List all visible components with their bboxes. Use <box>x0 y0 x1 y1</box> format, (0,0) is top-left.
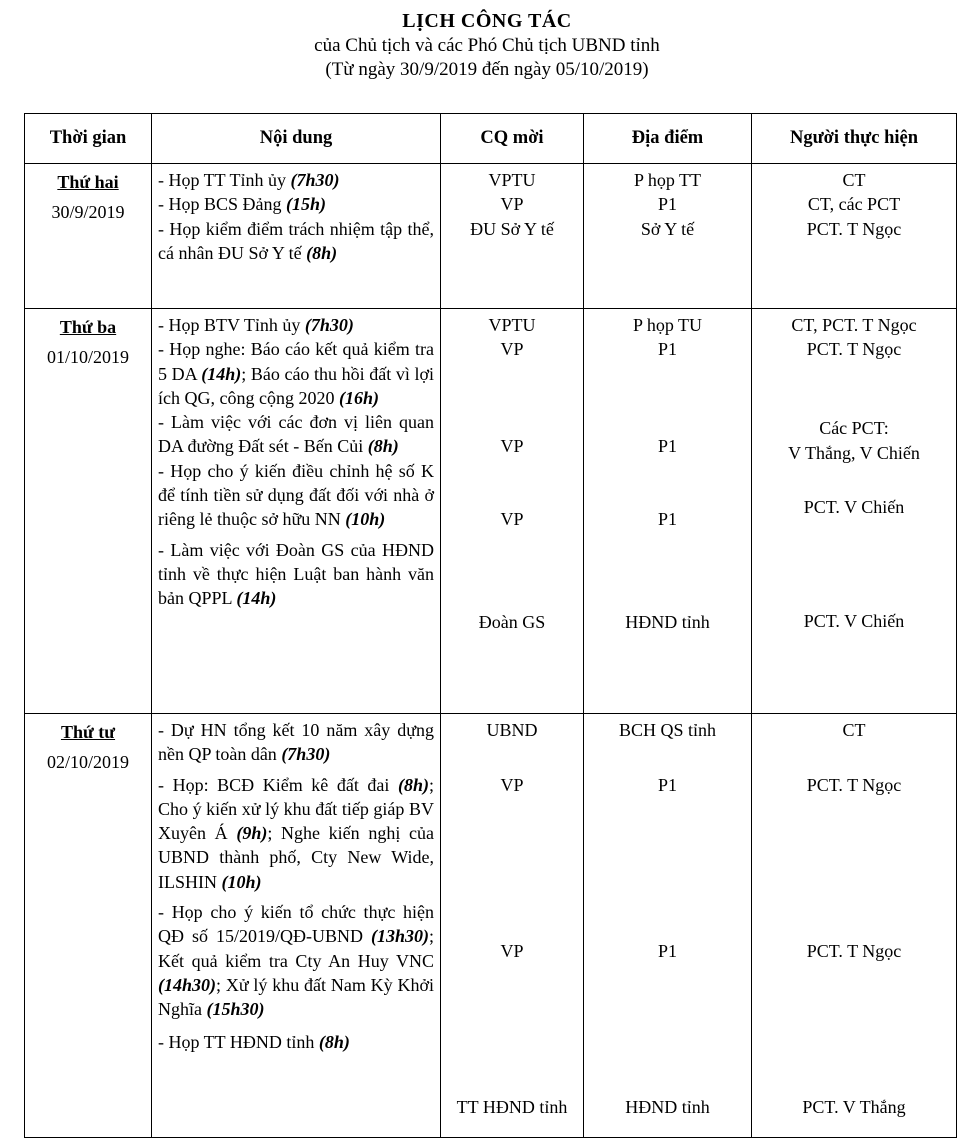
schedule-item: - Dự HN tổng kết 10 năm xây dựng nền QP toàn dân (7h30) <box>158 720 434 765</box>
item-place: HĐND tỉnh <box>625 612 710 633</box>
day-cell <box>25 714 152 1138</box>
place-cell <box>584 164 752 309</box>
person-cell <box>752 164 957 309</box>
item-person: PCT. V Chiến <box>803 611 905 632</box>
item-place: BCH QS tỉnh <box>618 720 717 740</box>
day-date: 02/10/2019 <box>46 752 129 773</box>
table-row-tuesday <box>25 309 957 714</box>
person-cell <box>752 714 957 1138</box>
item-org: VP <box>500 775 524 795</box>
schedule-item: - Họp cho ý kiến tổ chức thực hiện QĐ số 15/2019/QĐ-UBND (13h30); Kết quả kiểm tra Cty An Huy VNC (14h30); Xử lý khu đất Nam Kỳ Khởi Nghĩa (15h30) <box>158 902 434 1020</box>
item-person: CT, các PCT <box>807 194 901 215</box>
schedule-item: - Làm việc với các đơn vị liên quan DA đường Đất sét - Bến Củi (8h) <box>158 412 434 457</box>
col-header-time: Thời gian <box>25 114 152 164</box>
org-cell <box>441 164 584 309</box>
day-name: Thứ ba <box>59 317 117 337</box>
document-subtitle: của Chủ tịch và các Phó Chủ tịch UBND tỉnh <box>314 35 660 56</box>
document-date-range: (Từ ngày 30/9/2019 đến ngày 05/10/2019) <box>325 59 649 80</box>
item-org: VPTU <box>488 170 536 190</box>
schedule-item: - Họp: BCĐ Kiểm kê đất đai (8h); Cho ý kiến xử lý khu đất tiếp giáp BV Xuyên Á (9h); Nghe kiến nghị của UBND thành phố, Cty New Wide, ILSHIN (10h) <box>158 774 434 892</box>
org-cell <box>441 309 584 714</box>
content-cell <box>152 309 441 714</box>
item-place: P1 <box>657 941 677 961</box>
item-org: VP <box>500 509 524 530</box>
document-header <box>0 8 974 82</box>
person-cell <box>752 309 957 714</box>
item-org: UBND <box>486 720 538 740</box>
item-org: VP <box>500 194 524 215</box>
col-header-location: Địa điểm <box>584 114 752 164</box>
day-date: 30/9/2019 <box>51 202 125 223</box>
schedule-item: - Làm việc với Đoàn GS của HĐND tỉnh về thực hiện Luật ban hành văn bản QPPL (14h) <box>158 539 434 609</box>
item-place: P1 <box>657 339 677 360</box>
schedule-item: - Họp kiểm điểm trách nhiệm tập thể, cá nhân ĐU Sở Y tế (8h) <box>158 218 434 263</box>
item-person: CT <box>842 720 866 740</box>
item-person: PCT. T Ngọc <box>806 218 902 239</box>
schedule-item: - Họp BTV Tỉnh ủy (7h30) <box>158 315 354 335</box>
item-org: ĐU Sở Y tế <box>470 218 554 239</box>
item-place: P họp TT <box>633 170 701 190</box>
item-person: Các PCT: V Thắng, V Chiến <box>788 418 920 463</box>
item-person: PCT. V Chiến <box>803 497 905 518</box>
org-cell <box>441 714 584 1138</box>
schedule-item: - Họp TT Tỉnh ủy (7h30) <box>158 170 340 190</box>
table-row-wednesday <box>25 714 957 1138</box>
item-person: CT <box>842 170 866 190</box>
item-person: PCT. V Thắng <box>802 1097 906 1117</box>
col-header-person: Người thực hiện <box>752 114 957 164</box>
schedule-item: - Họp nghe: Báo cáo kết quả kiểm tra 5 DA (14h); Báo cáo thu hồi đất vì lợi ích QG, công cộng 2020 (16h) <box>158 339 434 408</box>
item-person: PCT. T Ngọc <box>806 775 902 795</box>
day-date: 01/10/2019 <box>46 347 129 368</box>
item-place: P1 <box>657 194 677 215</box>
item-org: VP <box>500 436 524 457</box>
day-name: Thứ tư <box>60 722 116 742</box>
col-header-inviting-agency: CQ mời <box>441 114 584 164</box>
schedule-item: - Họp BCS Đảng (15h) <box>158 194 327 215</box>
content-cell <box>152 164 441 309</box>
item-place: Sở Y tế <box>640 218 695 239</box>
item-place: P1 <box>657 436 677 457</box>
item-place: HĐND tỉnh <box>625 1097 710 1117</box>
schedule-item: - Họp cho ý kiến điều chỉnh hệ số K để tính tiền sử dụng đất đối với nhà ở riêng lẻ thuộc sở hữu NN (10h) <box>158 460 434 530</box>
content-cell <box>152 714 441 1138</box>
item-place: P1 <box>657 775 677 795</box>
day-name: Thứ hai <box>57 172 119 192</box>
item-org: Đoàn GS <box>478 612 546 633</box>
item-org: VP <box>500 941 524 961</box>
day-cell <box>25 309 152 714</box>
place-cell <box>584 309 752 714</box>
day-cell <box>25 164 152 309</box>
item-person: PCT. T Ngọc <box>806 339 902 360</box>
col-header-content: Nội dung <box>152 114 441 164</box>
item-place: P họp TU <box>632 315 702 335</box>
table-header-row <box>25 114 957 164</box>
item-org: VPTU <box>488 315 536 335</box>
item-org: TT HĐND tỉnh <box>456 1097 568 1117</box>
item-org: VP <box>500 339 524 360</box>
document-title: LỊCH CÔNG TÁC <box>402 10 572 32</box>
item-person: PCT. T Ngọc <box>806 941 902 961</box>
item-place: P1 <box>657 509 677 530</box>
item-person: CT, PCT. T Ngọc <box>791 315 917 335</box>
schedule-item: - Họp TT HĐND tỉnh (8h) <box>158 1031 350 1052</box>
table-row-monday <box>25 164 957 309</box>
schedule-table <box>24 113 957 1138</box>
place-cell <box>584 714 752 1138</box>
